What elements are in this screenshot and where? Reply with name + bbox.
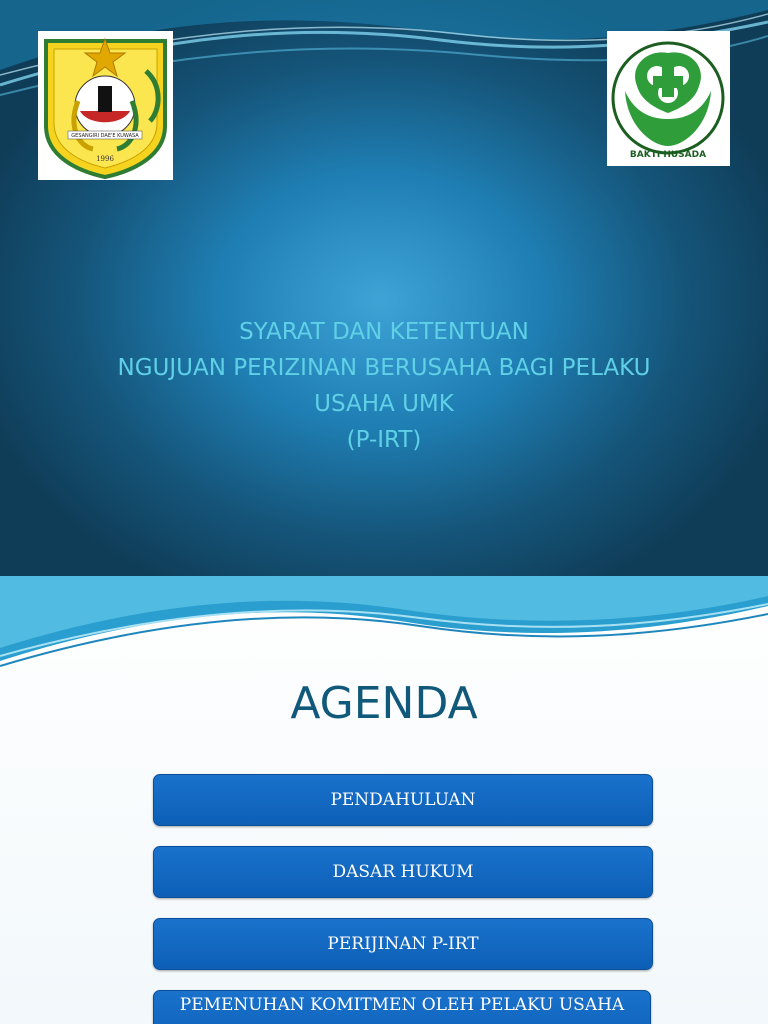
emblem-motto: GESANGIRI DAE'E KUWASA [71,133,139,139]
regency-emblem-logo [38,31,173,180]
emblem-year: 1996 [96,155,114,163]
bakti-husada-text: BAKTI HUSADA [629,150,707,160]
agenda-title: AGENDA [290,678,478,729]
title-line: NGUJUAN PERIZINAN BERUSAHA BAGI PELAKU [117,355,651,381]
agenda-slide [0,576,768,1024]
title-line: (P-IRT) [346,427,422,453]
decorative-waves [0,576,768,671]
agenda-item-perijinan-pirt[interactable]: PERIJINAN P-IRT [153,918,653,970]
agenda-item-pemenuhan-komitmen[interactable]: PEMENUHAN KOMITMEN OLEH PELAKU USAHA [153,990,651,1024]
agenda-list [153,774,653,1024]
title-line: USAHA UMK [314,391,454,417]
agenda-item-dasar-hukum[interactable]: DASAR HUKUM [153,846,653,898]
slide-title [40,314,728,458]
title-line: SYARAT DAN KETENTUAN [239,319,529,345]
bakti-husada-logo [607,31,730,166]
agenda-item-pendahuluan[interactable]: PENDAHULUAN [153,774,653,826]
